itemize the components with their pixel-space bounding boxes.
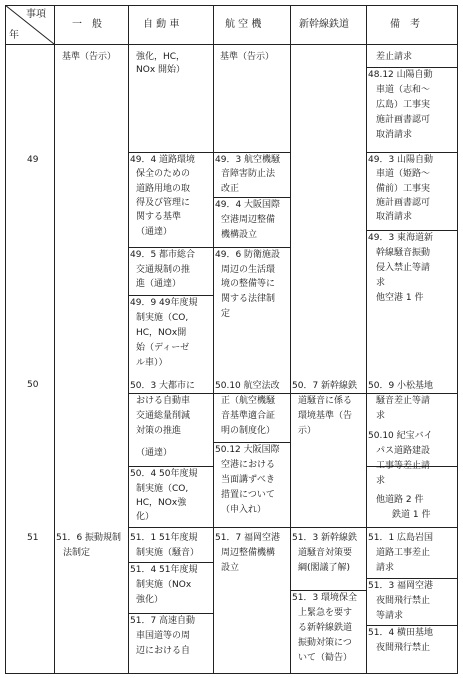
air-line: 周辺の生活環 [221,265,276,275]
air-line: 基準（告示） [220,52,275,62]
air-sep-50-12 [214,442,290,443]
year-49: 49 [27,155,39,165]
rem-sep-51-3 [367,578,457,579]
year-51: 51 [27,533,39,543]
air-line: 改正 [221,184,240,194]
auto-line: 49．9 49年度規 [130,298,198,308]
air-sep-49-3 [214,152,290,153]
table-right-border [457,5,458,674]
air-line: 49．3 航空機騒 [215,155,281,165]
rem-line: 侵入禁止等請 [376,263,431,273]
rem-line: 請求 [376,563,395,573]
air-line: 境の整備等に [221,279,276,289]
rem-line: 取消請求 [376,130,413,140]
rem-line: 道路工事差止 [376,548,431,558]
rem-line: 鉄道 1 件 [392,510,431,520]
rem-line: 求 [376,476,386,486]
rem-line: 夜間飛行禁止 [376,596,431,606]
auto-line: 交通規制の推 [136,265,191,275]
auto-line: 制実施（騒音） [136,548,200,558]
air-line: 音障害防止法 [221,169,276,179]
air-line: 49．4 大阪国際 [215,200,281,210]
auto-sep-51-1 [129,527,213,528]
auto-line: 50．3 大都市に [130,381,196,391]
shin-line: 51．3 新幹線鉄 [292,533,358,543]
auto-line: 強化，HC， [136,52,186,62]
rem-line: 車道（姫路～ [376,169,431,179]
auto-line: HC，NOx強 [136,498,187,508]
auto-line: 関する基準 [136,212,182,222]
air-line: 機構設立 [221,230,258,240]
rem-line: 51．1 広島岩国 [368,533,434,543]
rem-line: 夜間飛行禁止 [376,643,431,653]
rem-line: 車道（志和～ [376,85,431,95]
auto-line: 制実施（NOx [136,580,192,590]
air-line: 周辺整備機構 [221,548,276,558]
air-sep-49-6 [214,247,290,248]
air-line: 設立 [221,563,240,573]
rem-sep-49-3b [367,230,457,231]
auto-line: ル車）） [136,358,168,368]
auto-line: 得及び管理に [136,198,191,208]
air-line: 50.12 大阪国際 [215,445,280,455]
auto-sep-51-4 [129,562,213,563]
auto-line: 51．7 高速自動 [130,616,196,626]
rem-line: 51．3 福岡空港 [368,581,434,591]
general-51-6-line2: 法制定 [63,548,91,558]
auto-line: 進（通達） [136,279,182,289]
shin-line: 綱(閣議了解) [298,563,351,573]
auto-line: 始（ディーゼ [136,343,190,353]
shin-line: 道騒音に係る [298,396,353,406]
rem-sep-51-4 [367,625,457,626]
auto-sep-50-4 [129,466,213,467]
divider-auto-aircraft [213,5,214,674]
divider-year-general [54,5,55,674]
air-line: 51．7 福岡空港 [215,533,281,543]
shin-line: 振動対策につ [298,638,352,648]
air-sep-51-7 [214,527,290,528]
auto-line: 49．5 都市総合 [130,250,196,260]
auto-line: 49．4 道路環境 [130,155,196,165]
column-header-remarks: 備 考 [390,19,420,30]
auto-line: 化） [136,512,155,522]
auto-line: おける自動車 [136,396,191,406]
auto-sep-49-9 [129,295,213,296]
shin-line: 環境基準（告 [298,411,353,421]
rem-line: パス道路建設 [376,446,431,456]
rem-line: 49．3 東海道新 [368,233,434,243]
rem-line: 広島）工事実 [376,100,431,110]
shin-sep-51-3a [291,527,366,528]
air-sep-50-10 [214,393,290,394]
air-line: 50.10 航空法改 [215,381,280,391]
rem-line: 等請求 [376,611,404,621]
auto-line: 51．1 51年度規 [130,533,198,543]
rem-line: 50.10 紀宝バイ [368,431,433,441]
shin-line: 50．7 新幹線鉄 [292,381,358,391]
rem-line: 48.12 山陽自動 [368,70,433,80]
auto-line: 車国道等の周 [136,631,191,641]
rem-line: 他道路 2 件 [376,495,424,505]
air-line: 措置について [221,490,275,500]
rem-line: 工事等差止請 [376,461,431,471]
rem-line: 求 [376,411,386,421]
auto-line: HC，NOx開 [136,328,187,338]
divider-general-auto [128,5,129,674]
rem-sep-51-1 [367,527,457,528]
air-line: 関する法律制 [221,294,276,304]
rem-sep-49-3a [367,152,457,153]
air-line: 定 [221,309,231,319]
auto-line: 制実施（CO, [136,313,189,323]
year-50: 50 [27,380,39,390]
auto-line: 辺における自 [136,646,191,656]
rem-line: 求 [376,278,386,288]
general-top-text: 基準（告示） [62,52,117,62]
column-header-automobile: 自 動 車 [143,19,180,30]
rem-line: 施計画書認可 [376,115,431,125]
air-line: 空港における [221,460,276,470]
rem-line: 49．3 山陽自動 [368,155,434,165]
shin-line: る新幹線鉄道 [298,623,353,633]
rem-line: 施計画書認可 [376,198,431,208]
auto-line: 強化） [136,595,164,605]
air-line: 明の制度化） [221,426,276,436]
air-line: 空港周辺整備 [221,215,276,225]
auto-sep-49-4 [129,152,213,153]
shin-line: 上緊急を要す [298,608,353,618]
rem-line: 51．4 横田基地 [368,628,434,638]
general-51-6-line1: 51．6 振動規制 [56,533,122,543]
column-header-aircraft: 航 空 機 [225,19,262,30]
air-line: 音基準適合証 [221,411,276,421]
rem-line: 騒音差止等請 [376,396,431,406]
air-line: 当面講ずべき [221,475,275,485]
rem-line: 備前）工事実 [376,184,431,194]
shin-line: 道騒音対策要 [298,548,353,558]
auto-line: NOx 開始） [136,65,186,75]
auto-line: 51．4 51年度規 [130,565,198,575]
auto-line: 保全のための [136,169,191,179]
rem-line: 50．9 小松基地 [368,381,434,391]
header-item-label: 事項 [26,9,46,20]
shin-line: 示） [298,426,317,436]
rem-line: 幹線騒音振動 [376,248,431,258]
auto-line: 道路用地の取 [136,184,191,194]
column-header-general: 一 般 [72,19,102,30]
divider-aircraft-shinkansen [290,5,291,674]
auto-line: 交通総量削減 [136,411,191,421]
table-bottom-border [5,673,457,674]
air-line: （申入れ） [221,505,267,515]
air-line: 49．6 防衛施設 [215,250,281,260]
table-top-border [5,5,457,6]
header-year-label: 年 [9,30,19,41]
table-left-border [5,5,6,674]
auto-line: （通達） [136,227,173,237]
air-line: 正（航空機騒 [221,396,276,406]
shin-line: いて（勧告） [298,653,353,663]
rem-line: 差止請求 [376,52,413,62]
column-header-shinkansen: 新幹線鉄道 [299,19,349,30]
rem-sep-48-12 [367,67,457,68]
rem-sep-50-9 [367,393,457,394]
auto-sep-51-7 [129,613,213,614]
auto-line: （通達） [136,448,173,458]
auto-sep-50-3 [129,393,213,394]
shin-sep-51-3b [291,590,366,591]
air-sep-49-4 [214,197,290,198]
divider-shinkansen-remarks [366,5,367,674]
auto-line: 50．4 50年度規 [130,469,198,479]
header-bottom-border [5,44,457,45]
auto-sep-49-5 [129,247,213,248]
shin-line: 51．3 環境保全 [292,593,358,603]
rem-line: 取消請求 [376,212,413,222]
shin-sep-50-7 [291,393,366,394]
rem-line: 他空港 1 件 [376,293,424,303]
auto-line: 対策の推進 [136,426,182,436]
auto-line: 制実施（CO, [136,484,189,494]
